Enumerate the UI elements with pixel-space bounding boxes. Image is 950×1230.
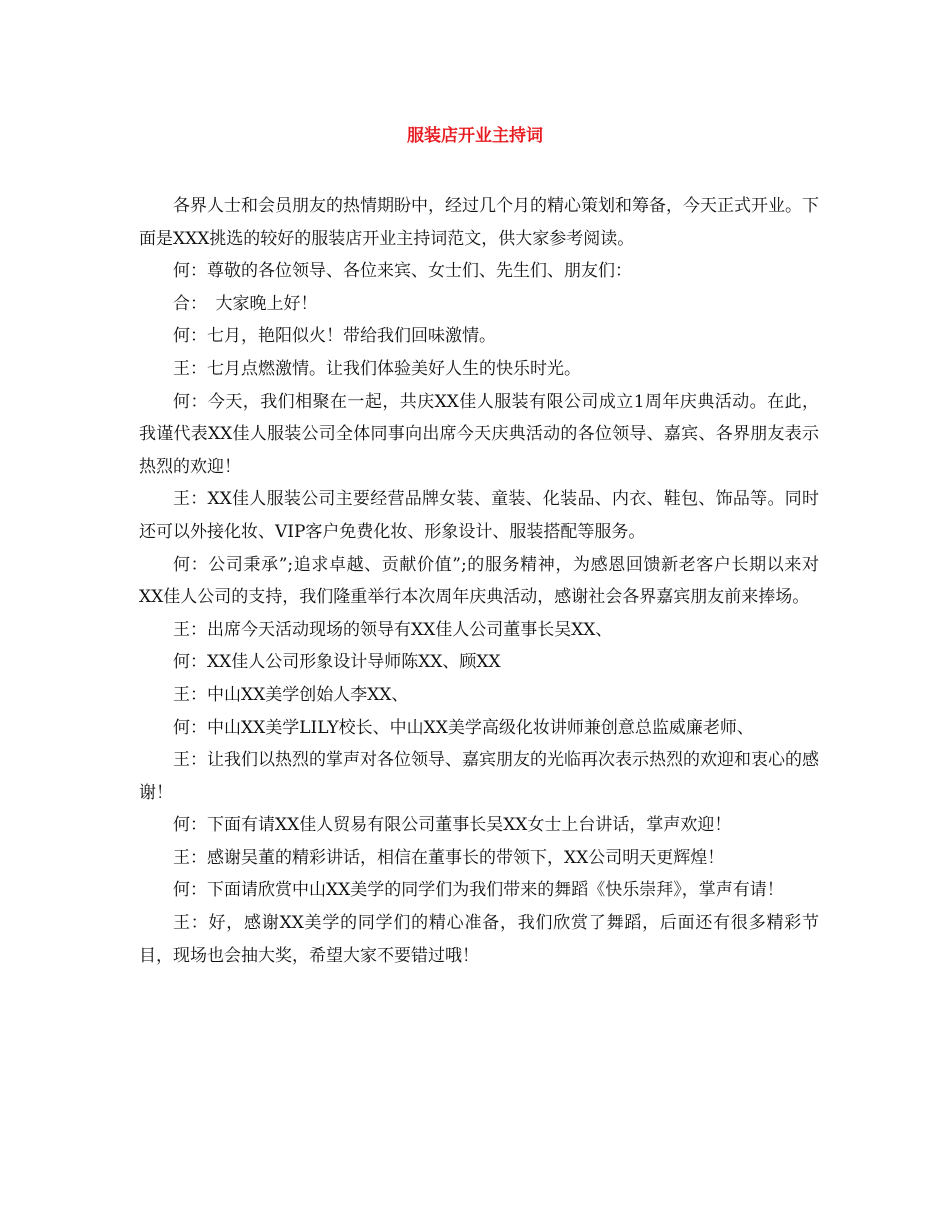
document-body	[139, 190, 819, 972]
paragraph-july-he: 何：七月，艳阳似火！带给我们回味激情。	[173, 326, 496, 347]
paragraph-closing: 王：好，感谢XX美学的同学们的精心准备，我们欣赏了舞蹈，后面还有很多精彩节目，现场也会抽大奖，希望大家不要错过哦！	[139, 913, 819, 966]
paragraph-together: 合： 大家晚上好！	[173, 293, 318, 314]
paragraph-spirit: 何：公司秉承”;追求卓越、贡献价值”;的服务精神，为感恩回馈新老客户长期以来对XX佳人公司的支持，我们隆重举行本次周年庆典活动，感谢社会各界嘉宾朋友前来捧场。	[139, 554, 819, 608]
paragraph-guest-principal: 何：中山XX美学LILY校长、中山XX美学高级化妆讲师兼创意总监威廉老师、	[173, 717, 754, 738]
paragraph-thanks-speech: 王：感谢吴董的精彩讲话，相信在董事长的带领下，XX公司明天更辉煌！	[173, 847, 725, 868]
paragraph-july-wang: 王：七月点燃激情。让我们体验美好人生的快乐时光。	[173, 358, 581, 379]
paragraph-intro: 各界人士和会员朋友的热情期盼中，经过几个月的精心策划和筹备，今天正式开业。下面是XXX挑选的较好的服装店开业主持词范文，供大家参考阅读。	[139, 196, 819, 249]
document-title: 服装店开业主持词	[407, 126, 543, 146]
paragraph-invite-speech: 何：下面有请XX佳人贸易有限公司董事长吴XX女士上台讲话，掌声欢迎！	[173, 815, 732, 836]
paragraph-guest-founder: 王：中山XX美学创始人李XX、	[173, 684, 409, 705]
paragraph-business: 王：XX佳人服装公司主要经营品牌女装、童装、化装品、内衣、鞋包、饰品等。同时还可以外接化妆、VIP客户免费化妆、形象设计、服装搭配等服务。	[139, 489, 819, 542]
paragraph-welcome-again: 王：让我们以热烈的掌声对各位领导、嘉宾朋友的光临再次表示热烈的欢迎和衷心的感谢！	[139, 750, 819, 803]
paragraph-guest-chairman: 王：出席今天活动现场的领导有XX佳人公司董事长吴XX、	[173, 619, 613, 640]
paragraph-anniversary: 何：今天，我们相聚在一起，共庆XX佳人服装有限公司成立1周年庆典活动。在此，我谨代表XX佳人服装公司全体同事向出席今天庆典活动的各位领导、嘉宾、各界朋友表示热烈的欢迎！	[139, 391, 819, 477]
paragraph-guest-designers: 何：XX佳人公司形象设计导师陈XX、顾XX	[173, 652, 501, 673]
paragraph-dance: 何：下面请欣赏中山XX美学的同学们为我们带来的舞蹈《快乐崇拜》，掌声有请！	[173, 880, 784, 901]
paragraph-greeting: 何：尊敬的各位领导、各位来宾、女士们、先生们、朋友们：	[173, 261, 632, 282]
